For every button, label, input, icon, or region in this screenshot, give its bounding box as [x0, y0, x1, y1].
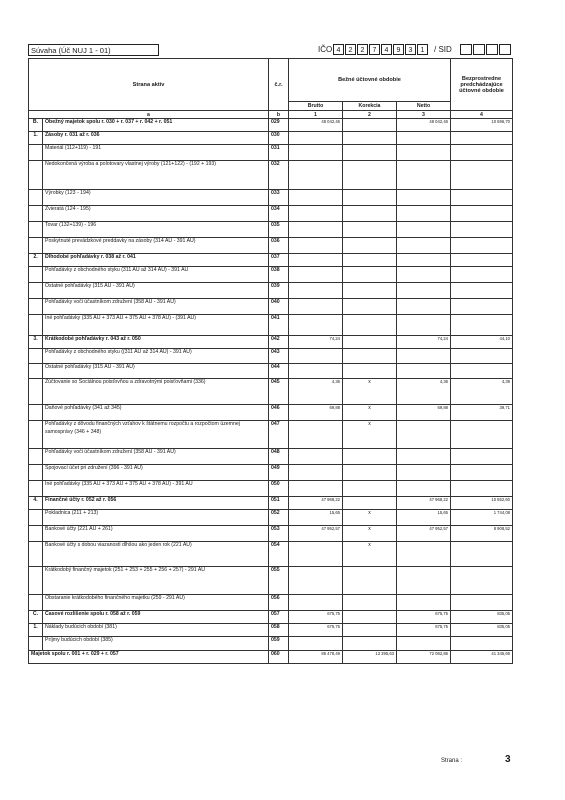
table-row — [29, 379, 513, 405]
cell-korekcia: x — [343, 510, 397, 526]
cell-korekcia — [343, 315, 397, 336]
row-index — [29, 190, 43, 206]
table-row — [29, 595, 513, 611]
cell-netto — [397, 595, 451, 611]
sid-box — [473, 44, 485, 55]
row-number: 043 — [269, 349, 289, 364]
cell-brutto: 675,75 — [289, 624, 343, 637]
header-col-2: 2 — [343, 111, 397, 119]
cell-netto — [397, 161, 451, 190]
cell-netto-prev — [451, 542, 513, 567]
cell-korekcia — [343, 267, 397, 283]
row-label: Zvieratá (124 - 195) — [43, 206, 269, 222]
cell-korekcia — [343, 611, 397, 624]
cell-korekcia: x — [343, 421, 397, 449]
cell-netto — [397, 315, 451, 336]
cell-brutto — [289, 465, 343, 481]
table-row — [29, 349, 513, 364]
row-index: B. — [29, 119, 43, 132]
row-label: Tovar (132+139) - 196 — [43, 222, 269, 238]
cell-netto-prev — [451, 421, 513, 449]
row-index — [29, 542, 43, 567]
row-label: Zúčtovanie so Sociálnou poisťovňou a zdravotnými poisťovňami (336) — [43, 379, 269, 405]
assets-table — [28, 58, 513, 664]
row-index — [29, 449, 43, 465]
row-label: Obstaranie krátkodobého finančného majetku (259 - 291 AÚ) — [43, 595, 269, 611]
cell-korekcia — [343, 161, 397, 190]
row-number: 049 — [269, 465, 289, 481]
cell-korekcia — [343, 119, 397, 132]
cell-netto — [397, 132, 451, 145]
cell-netto — [397, 267, 451, 283]
row-label: Pohľadávky voči účastníkom združení (358 AÚ - 391 AÚ) — [43, 449, 269, 465]
row-index: C. — [29, 611, 43, 624]
row-number: 032 — [269, 161, 289, 190]
row-label: Náklady budúcich období (381) — [43, 624, 269, 637]
table-row — [29, 624, 513, 637]
cell-netto — [397, 206, 451, 222]
sid-box — [499, 44, 511, 55]
cell-netto — [397, 190, 451, 206]
ico-digit-boxes — [333, 44, 429, 55]
row-number: 056 — [269, 595, 289, 611]
row-label: Bankové účty s dobou viazanosti dlhšou ako jeden rok (221 AÚ) — [43, 542, 269, 567]
cell-brutto — [289, 132, 343, 145]
cell-korekcia — [343, 222, 397, 238]
cell-korekcia — [343, 449, 397, 465]
ico-digit: 1 — [417, 44, 428, 55]
table-row — [29, 132, 513, 145]
cell-netto-prev: 1 744,08 — [451, 510, 513, 526]
row-number: 051 — [269, 497, 289, 510]
row-number: 046 — [269, 405, 289, 421]
cell-netto: 74,24 — [397, 336, 451, 349]
cell-netto-prev: 44,10 — [451, 336, 513, 349]
sid-boxes — [460, 44, 512, 55]
cell-brutto — [289, 567, 343, 595]
cell-netto-prev: 8 908,52 — [451, 526, 513, 542]
cell-netto-prev — [451, 190, 513, 206]
row-index — [29, 222, 43, 238]
row-number: 048 — [269, 449, 289, 465]
header-strana-aktiv: Strana aktív — [29, 59, 269, 111]
row-index — [29, 637, 43, 651]
cell-netto — [397, 364, 451, 379]
ico-digit: 3 — [405, 44, 416, 55]
table-row — [29, 651, 513, 664]
cell-netto: 72 082,86 — [397, 651, 451, 664]
cell-korekcia: x — [343, 526, 397, 542]
cell-netto-prev — [451, 299, 513, 315]
row-number: 036 — [269, 238, 289, 254]
table-row — [29, 567, 513, 595]
cell-korekcia — [343, 481, 397, 497]
row-label: Pohľadávky z obchodného styku ((311 AÚ až 314 AÚ) - 391 AÚ) — [43, 349, 269, 364]
row-index — [29, 145, 43, 161]
cell-brutto — [289, 595, 343, 611]
cell-netto: 69,88 — [397, 405, 451, 421]
ico-digit: 9 — [393, 44, 404, 55]
row-number: 050 — [269, 481, 289, 497]
table-row — [29, 119, 513, 132]
row-label: Ostatné pohľadávky (315 AÚ - 391 AÚ) — [43, 364, 269, 379]
cell-netto: 675,75 — [397, 611, 451, 624]
table-row — [29, 299, 513, 315]
header-row-b: b — [269, 111, 289, 119]
cell-netto — [397, 421, 451, 449]
row-number: 037 — [269, 254, 289, 267]
cell-korekcia — [343, 364, 397, 379]
cell-korekcia: 13 395,63 — [343, 651, 397, 664]
table-row — [29, 161, 513, 190]
row-index — [29, 299, 43, 315]
table-row — [29, 481, 513, 497]
row-number: 054 — [269, 542, 289, 567]
cell-netto: 675,75 — [397, 624, 451, 637]
row-number: 034 — [269, 206, 289, 222]
row-number: 035 — [269, 222, 289, 238]
cell-korekcia — [343, 595, 397, 611]
cell-netto-prev — [451, 132, 513, 145]
cell-brutto — [289, 238, 343, 254]
row-label: Krátkodobé pohľadávky r. 043 až r. 050 — [43, 336, 269, 349]
cell-brutto — [289, 161, 343, 190]
cell-netto-prev — [451, 206, 513, 222]
table-row — [29, 510, 513, 526]
table-row — [29, 336, 513, 349]
cell-netto — [397, 449, 451, 465]
cell-brutto — [289, 364, 343, 379]
cell-brutto — [289, 421, 343, 449]
row-number: 042 — [269, 336, 289, 349]
cell-netto-prev — [451, 238, 513, 254]
row-index — [29, 526, 43, 542]
cell-netto: 4,36 — [397, 379, 451, 405]
table-row — [29, 542, 513, 567]
cell-netto-prev: 10 652,60 — [451, 497, 513, 510]
row-index: 3. — [29, 336, 43, 349]
table-row — [29, 449, 513, 465]
row-label: Finančné účty r. 052 až r. 056 — [43, 497, 269, 510]
cell-korekcia — [343, 497, 397, 510]
cell-netto — [397, 238, 451, 254]
row-index — [29, 161, 43, 190]
row-index — [29, 595, 43, 611]
cell-brutto: 4,36 — [289, 379, 343, 405]
table-row — [29, 364, 513, 379]
row-number: 058 — [269, 624, 289, 637]
cell-korekcia — [343, 190, 397, 206]
row-number: 057 — [269, 611, 289, 624]
cell-netto — [397, 465, 451, 481]
row-label: Iné pohľadávky (335 AÚ + 373 AÚ + 375 AÚ + 378 AÚ) - (391 AÚ) — [43, 315, 269, 336]
row-number: 040 — [269, 299, 289, 315]
row-index — [29, 481, 43, 497]
header-current-period: Bežné účtovné obdobie — [289, 59, 451, 102]
cell-brutto: 74,24 — [289, 336, 343, 349]
row-index — [29, 465, 43, 481]
cell-netto — [397, 567, 451, 595]
cell-korekcia — [343, 145, 397, 161]
cell-korekcia — [343, 132, 397, 145]
cell-korekcia — [343, 349, 397, 364]
row-label: Daňové pohľadávky (341 až 345) — [43, 405, 269, 421]
cell-brutto: 47 952,57 — [289, 526, 343, 542]
cell-brutto: 85 478,49 — [289, 651, 343, 664]
cell-netto-prev — [451, 481, 513, 497]
cell-netto: 47 952,57 — [397, 526, 451, 542]
table-row — [29, 206, 513, 222]
ico-digit: 4 — [333, 44, 344, 55]
header-previous-period: Bezprostredne predchádzajúce účtovné obdobie — [451, 59, 513, 111]
cell-netto-prev: 10 696,70 — [451, 119, 513, 132]
ico-digit: 7 — [369, 44, 380, 55]
cell-brutto — [289, 222, 343, 238]
cell-brutto: 15,65 — [289, 510, 343, 526]
cell-netto-prev — [451, 364, 513, 379]
assets-table-body — [29, 119, 513, 664]
cell-brutto — [289, 299, 343, 315]
table-row — [29, 526, 513, 542]
row-number: 033 — [269, 190, 289, 206]
cell-korekcia — [343, 283, 397, 299]
row-index — [29, 379, 43, 405]
header-row-a: a — [29, 111, 269, 119]
row-index — [29, 567, 43, 595]
cell-netto-prev: 39,71 — [451, 405, 513, 421]
cell-brutto — [289, 481, 343, 497]
row-index — [29, 510, 43, 526]
cell-netto: 47 968,22 — [397, 497, 451, 510]
table-row — [29, 254, 513, 267]
cell-netto-prev — [451, 567, 513, 595]
sid-label: / SID — [434, 45, 452, 54]
table-row — [29, 222, 513, 238]
row-label: Pohľadávky z dôvodu finančných vzťahov k štátnemu rozpočtu a rozpočtom územnej samosprávy (346 + 348) — [43, 421, 269, 449]
row-label: Materiál (112+119) - 191 — [43, 145, 269, 161]
row-index: 2. — [29, 254, 43, 267]
row-index: 1. — [29, 132, 43, 145]
cell-netto — [397, 254, 451, 267]
cell-korekcia — [343, 637, 397, 651]
cell-brutto — [289, 637, 343, 651]
row-index — [29, 421, 43, 449]
table-row — [29, 190, 513, 206]
header-col-4: 4 — [451, 111, 513, 119]
header-cr: č.r. — [269, 59, 289, 111]
row-number: 059 — [269, 637, 289, 651]
cell-korekcia — [343, 336, 397, 349]
cell-netto-prev — [451, 254, 513, 267]
table-row — [29, 421, 513, 449]
cell-netto: 15,65 — [397, 510, 451, 526]
cell-netto-prev — [451, 595, 513, 611]
row-label: Spojovací účet pri združení (396 - 391 AÚ) — [43, 465, 269, 481]
cell-netto — [397, 349, 451, 364]
row-label: Dlhodobé pohľadávky r. 038 až r. 041 — [43, 254, 269, 267]
cell-korekcia: x — [343, 405, 397, 421]
row-index — [29, 364, 43, 379]
ico-digit: 4 — [381, 44, 392, 55]
table-row — [29, 145, 513, 161]
row-index — [29, 206, 43, 222]
sid-box — [486, 44, 498, 55]
row-number: 039 — [269, 283, 289, 299]
header-brutto: Brutto — [289, 102, 343, 111]
page-number: 3 — [505, 754, 511, 765]
row-label: Príjmy budúcich období (385) — [43, 637, 269, 651]
cell-netto-prev — [451, 637, 513, 651]
cell-netto — [397, 637, 451, 651]
row-label: Časové rozlíšenie spolu r. 058 až r. 059 — [43, 611, 269, 624]
sid-box — [460, 44, 472, 55]
cell-netto-prev — [451, 349, 513, 364]
cell-korekcia — [343, 624, 397, 637]
page-label: Strana : — [441, 758, 463, 764]
row-number: 029 — [269, 119, 289, 132]
table-row — [29, 497, 513, 510]
cell-netto-prev — [451, 222, 513, 238]
cell-brutto — [289, 542, 343, 567]
ico-digit: 2 — [345, 44, 356, 55]
header-korekcia: Korekcia — [343, 102, 397, 111]
cell-brutto — [289, 315, 343, 336]
row-label: Zásoby r. 031 až r. 036 — [43, 132, 269, 145]
cell-brutto — [289, 267, 343, 283]
cell-netto — [397, 145, 451, 161]
row-number: 038 — [269, 267, 289, 283]
cell-netto-prev — [451, 145, 513, 161]
ico-label: IČO — [318, 45, 333, 54]
row-number: 044 — [269, 364, 289, 379]
cell-korekcia — [343, 238, 397, 254]
cell-brutto: 47 968,22 — [289, 497, 343, 510]
row-label: Pokladnica (211 + 213) — [43, 510, 269, 526]
cell-brutto — [289, 449, 343, 465]
row-number: 030 — [269, 132, 289, 145]
row-index — [29, 283, 43, 299]
table-row — [29, 465, 513, 481]
cell-brutto — [289, 206, 343, 222]
cell-korekcia: x — [343, 542, 397, 567]
cell-netto — [397, 542, 451, 567]
row-label: Iné pohľadávky (335 AÚ + 373 AÚ + 375 AÚ + 378 AÚ) - 391 AÚ — [43, 481, 269, 497]
row-label: Bankové účty (221 AÚ + 261) — [43, 526, 269, 542]
table-row — [29, 238, 513, 254]
table-row — [29, 611, 513, 624]
table-row — [29, 637, 513, 651]
row-number: 055 — [269, 567, 289, 595]
row-index — [29, 349, 43, 364]
header-col-1: 1 — [289, 111, 343, 119]
row-label: Ostatné pohľadávky (315 AÚ - 391 AÚ) — [43, 283, 269, 299]
cell-netto-prev: 4,39 — [451, 379, 513, 405]
cell-netto — [397, 481, 451, 497]
cell-netto — [397, 222, 451, 238]
table-row — [29, 405, 513, 421]
row-number: 060 — [269, 651, 289, 664]
row-label: Pohľadávky voči účastníkom združení (358 AÚ - 391 AÚ) — [43, 299, 269, 315]
row-label: Poskytnuté prevádzkové preddavky na zásoby (314 AÚ - 391 AÚ) — [43, 238, 269, 254]
row-label: Majetok spolu r. 001 + r. 029 + r. 057 — [29, 651, 269, 664]
header-col-3: 3 — [397, 111, 451, 119]
row-index: 4. — [29, 497, 43, 510]
row-index: 1. — [29, 624, 43, 637]
cell-korekcia: x — [343, 379, 397, 405]
table-row — [29, 283, 513, 299]
header-netto: Netto — [397, 102, 451, 111]
cell-korekcia — [343, 206, 397, 222]
cell-brutto: 69,88 — [289, 405, 343, 421]
row-number: 053 — [269, 526, 289, 542]
cell-netto-prev: 835,05 — [451, 611, 513, 624]
cell-netto-prev: 835,05 — [451, 624, 513, 637]
row-number: 045 — [269, 379, 289, 405]
cell-korekcia — [343, 299, 397, 315]
row-label: Nedokončená výroba a polotovary vlastnej výroby (121+122) - (192 + 193) — [43, 161, 269, 190]
cell-brutto — [289, 349, 343, 364]
ico-digit: 2 — [357, 44, 368, 55]
cell-brutto — [289, 190, 343, 206]
cell-korekcia — [343, 254, 397, 267]
cell-korekcia — [343, 567, 397, 595]
cell-brutto — [289, 254, 343, 267]
cell-brutto: 675,75 — [289, 611, 343, 624]
row-index — [29, 315, 43, 336]
cell-brutto — [289, 283, 343, 299]
row-label: Obežný majetok spolu r. 030 + r. 037 + r. 042 + r. 051 — [43, 119, 269, 132]
cell-korekcia — [343, 465, 397, 481]
row-label: Pohľadávky z obchodného styku (311 AÚ až 314 AÚ) - 391 AÚ — [43, 267, 269, 283]
cell-netto — [397, 299, 451, 315]
row-number: 047 — [269, 421, 289, 449]
row-index — [29, 238, 43, 254]
row-index — [29, 267, 43, 283]
table-row — [29, 267, 513, 283]
row-label: Výrobky (123 - 194) — [43, 190, 269, 206]
row-number: 031 — [269, 145, 289, 161]
cell-netto-prev — [451, 161, 513, 190]
cell-netto-prev — [451, 283, 513, 299]
cell-netto: 48 042,46 — [397, 119, 451, 132]
cell-netto-prev — [451, 267, 513, 283]
row-label: Krátkodobý finančný majetok (251 + 253 + 255 + 256 + 257) - 291 AÚ — [43, 567, 269, 595]
form-title: Súvaha (Úč NUJ 1 - 01) — [28, 44, 159, 56]
cell-brutto — [289, 145, 343, 161]
cell-netto-prev — [451, 315, 513, 336]
row-index — [29, 405, 43, 421]
cell-netto-prev: 41 345,69 — [451, 651, 513, 664]
row-number: 041 — [269, 315, 289, 336]
cell-brutto: 48 042,46 — [289, 119, 343, 132]
cell-netto-prev — [451, 449, 513, 465]
cell-netto-prev — [451, 465, 513, 481]
cell-netto — [397, 283, 451, 299]
table-row — [29, 315, 513, 336]
row-number: 052 — [269, 510, 289, 526]
